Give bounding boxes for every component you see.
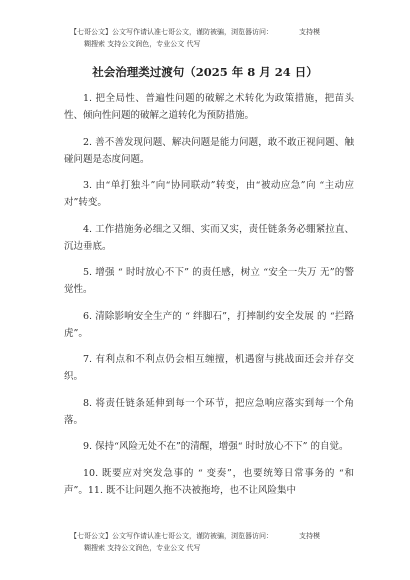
header-notice-tail: 支持模 [299, 28, 320, 36]
footer-line-2: 糊搜索 支持公文润色，专业公文 代写 [84, 544, 201, 552]
paragraph-2: 2. 善不善发现问题、解决问题是能力问题，敢不敢正视问题、触碰问题是态度问题。 [64, 136, 354, 165]
header-line-1 [70, 26, 390, 38]
paragraph-7: 7. 有利点和不利点仍会相互缠擅，机遇窗与挑战面还会并存交织。 [64, 354, 354, 382]
paragraph-9: 9. 保持“风险无处不在”的清醒，增强“ 时时放心不下” 的自觉。 [83, 441, 349, 452]
paragraph-4: 4. 工作措施务必细之又细、实而又实，责任链条务必绷紧拉直、沉边垂底。 [64, 223, 354, 252]
footer-notice-tail: 支持模 [299, 532, 320, 540]
paragraph-8: 8. 将责任链条延伸到每一个环节，把应急响应落实到每一个角落。 [64, 397, 354, 426]
page-footer-watermark [70, 530, 390, 554]
paragraph-5: 5. 增强 “ 时时放心不下” 的责任感，树立 “安全一失万 无”的警觉性。 [64, 267, 354, 295]
paragraph-6: 6. 清除影响安全生产的 “ 绊脚石”，打摔制约安全发展 的 “拦路虎”。 [64, 310, 354, 339]
paragraph-3: 3. 由“单打独斗”向“协同联动”转变，由“被动应急”向 “主动应对”转变。 [64, 180, 354, 208]
page-header-watermark [70, 26, 390, 50]
document-title: 社会治理类过渡句（2025 年 8 月 24 日） [92, 65, 318, 79]
footer-notice-text: 【七哥公文】公文写作请认准七哥公文，谨防被骗，浏览器访问： [70, 532, 273, 540]
document-body [64, 90, 354, 508]
header-line-2: 糊搜索 支持公文润色，专业公文 代写 [84, 40, 201, 48]
paragraph-10: 10. 既要应对突发急事的 “ 变奏”，也要统筹日常事务的 “和声”。11. 既不让问题久拖不决被拖垮，也不让风险集中 [64, 467, 354, 496]
footer-line-1 [70, 530, 390, 542]
header-notice-text: 【七哥公文】公文写作请认准七哥公文，谨防被骗，浏览器访问： [70, 28, 273, 36]
paragraph-1: 1. 把全局性、普遍性问题的破解之术转化为政策措施，把苗头性、倾向性问题的破解之道转化为预防措施。 [64, 93, 354, 121]
